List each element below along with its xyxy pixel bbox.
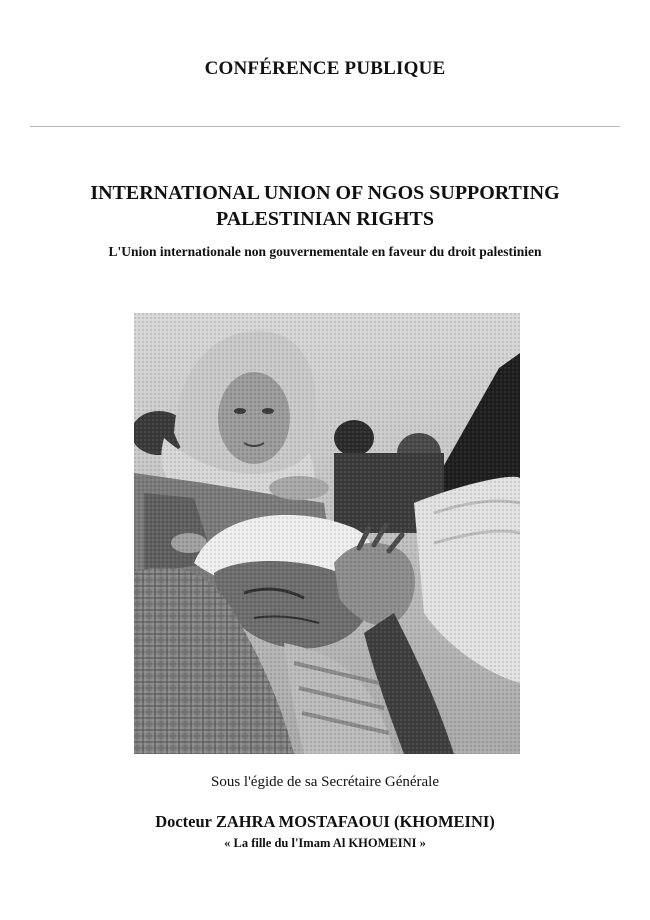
- horizontal-divider: [30, 126, 620, 127]
- conference-heading: CONFÉRENCE PUBLIQUE: [204, 58, 446, 79]
- secretary-general-name: Docteur ZAHRA MOSTAFAOUI (KHOMEINI): [155, 812, 495, 831]
- organization-subtitle: L'Union internationale non gouvernementale en faveur du droit palestinien: [108, 244, 542, 259]
- organization-title-line-2: PALESTINIAN RIGHTS: [215, 208, 435, 230]
- organization-title: [0, 180, 650, 232]
- aegis-line: Sous l'égide de sa Secrétaire Générale: [210, 774, 440, 790]
- secretary-general-relation: « La fille du l'Imam Al KHOMEINI »: [224, 836, 426, 850]
- organization-title-line-1: INTERNATIONAL UNION OF NGOS SUPPORTING: [90, 182, 560, 204]
- refugee-photograph: [134, 313, 520, 754]
